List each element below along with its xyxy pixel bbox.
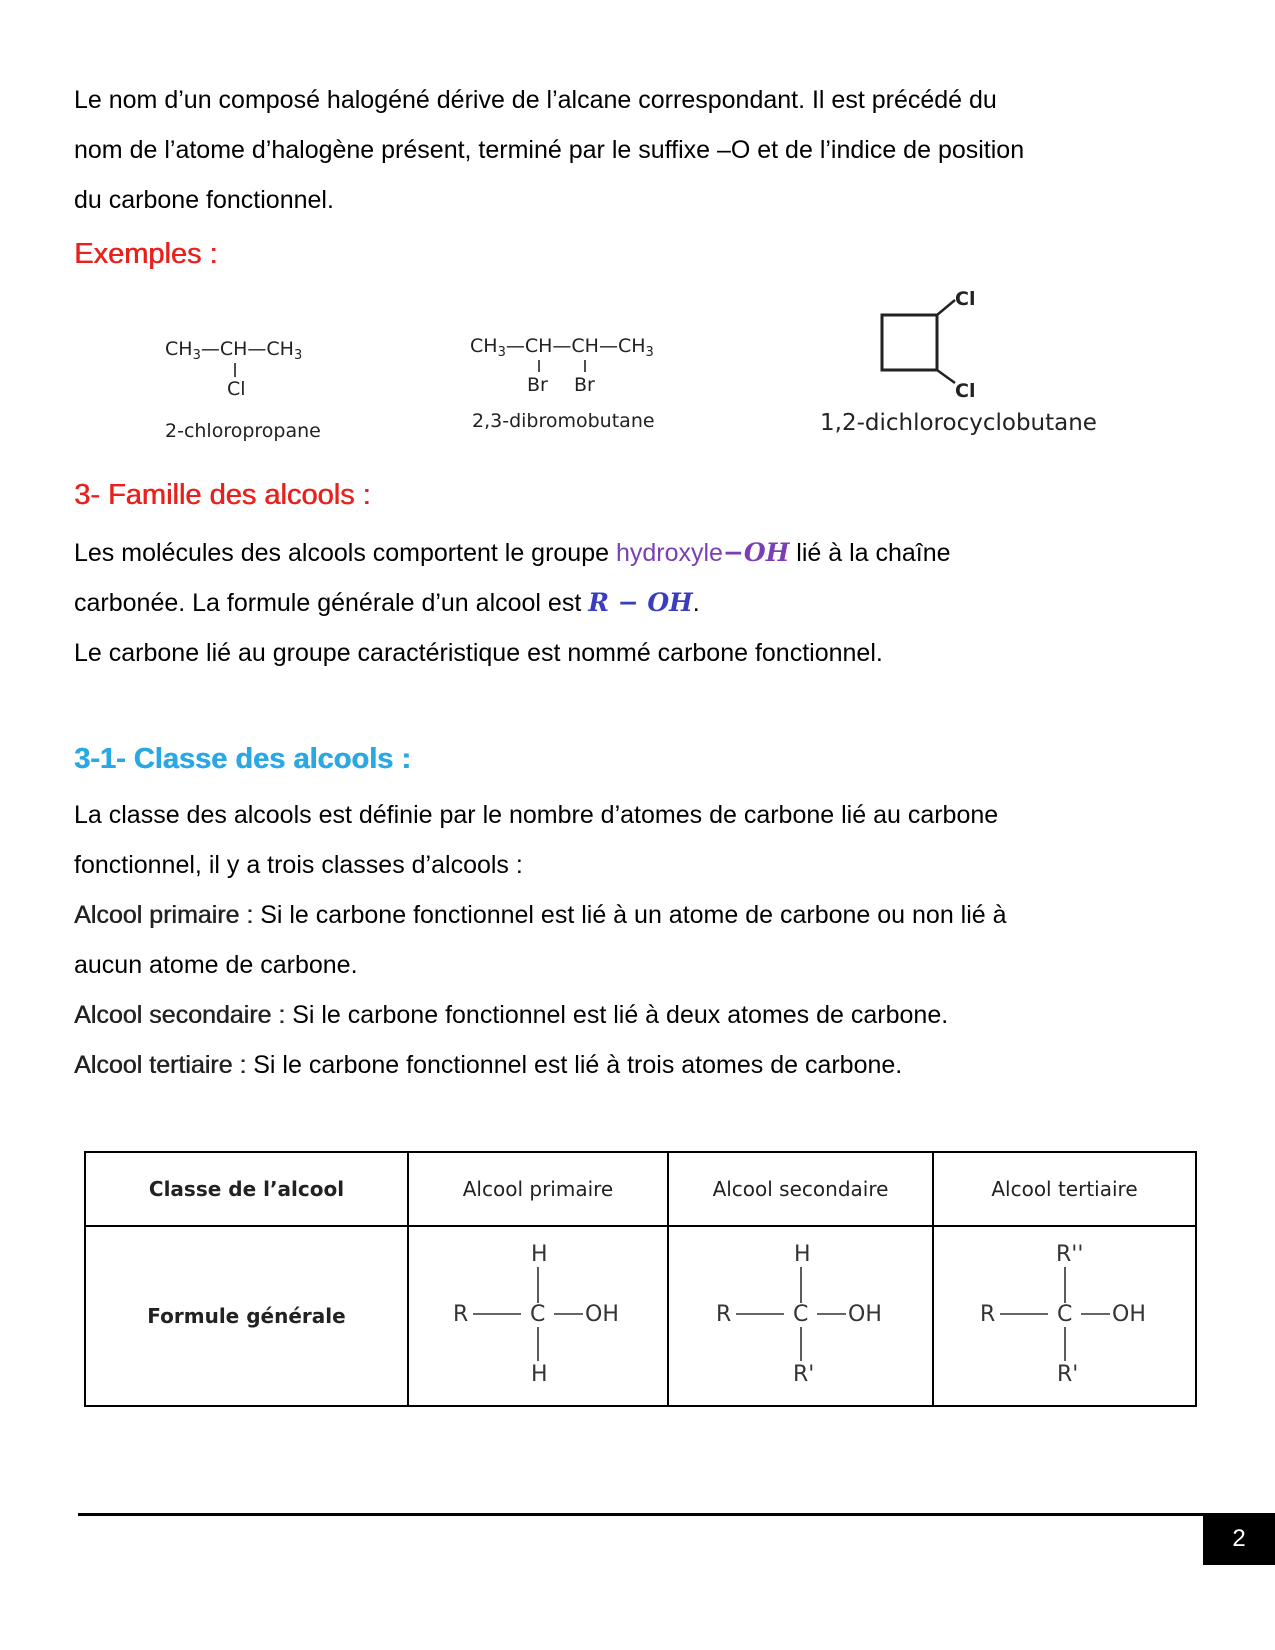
svg-text:R': R'	[1056, 1361, 1078, 1387]
example-name: 1,2-dichlorocyclobutane	[820, 410, 1097, 436]
section-3-1-line-2: fonctionnel, il y a trois classes d’alcools :	[74, 851, 523, 879]
svg-text:H: H	[793, 1241, 811, 1267]
formula-cell	[933, 1226, 1196, 1406]
svg-text:OH: OH	[847, 1301, 882, 1327]
svg-text:OH: OH	[1111, 1301, 1146, 1327]
footer-rule	[78, 1513, 1203, 1516]
header-cell: Alcool secondaire	[668, 1152, 933, 1226]
examples-heading: Exemples :	[74, 238, 218, 270]
section-3-heading: 3- Famille des alcools :	[74, 479, 371, 511]
chlorine-substituent: Cl	[955, 288, 976, 310]
svg-text:R': R'	[792, 1361, 814, 1387]
svg-text:R: R	[979, 1301, 995, 1327]
section-3-line-3: Le carbone lié au groupe caractéristique est nommé carbone fonctionnel.	[74, 639, 883, 667]
svg-text:H: H	[531, 1361, 548, 1387]
svg-text:R: R	[715, 1301, 731, 1327]
svg-text:CH3—CH—CH3: $CH_3—CH—CH_3$	[165, 338, 303, 363]
chloropropane-structure	[165, 335, 325, 410]
dibromobutane-structure	[470, 332, 670, 402]
example-name: 2,3-dibromobutane	[472, 410, 655, 432]
primary-label: Alcool primaire	[74, 901, 240, 929]
header-cell: Alcool primaire	[408, 1152, 668, 1226]
secondary-label: Alcool secondaire	[74, 1001, 272, 1029]
table-header-row	[85, 1152, 1196, 1226]
oh-formula: −𝑶𝑯	[722, 538, 790, 567]
alcohol-class-table	[84, 1151, 1197, 1407]
row-label: Formule générale	[85, 1226, 408, 1406]
primary-alcohol-formula	[453, 1239, 623, 1389]
svg-text:C: C	[1056, 1301, 1072, 1327]
table-row	[85, 1226, 1196, 1406]
dichlorocyclobutane-structure	[870, 285, 980, 405]
secondary-definition: Alcool secondaire : Si le carbone fonctionnel est lié à deux atomes de carbone.	[74, 1001, 949, 1029]
svg-text:CH3—CH—CH—CH3: $CH_3—CH—CH—CH_3$	[470, 335, 654, 360]
intro-line-1: Le nom d’un composé halogéné dérive de l’alcane correspondant. Il est précédé du	[74, 86, 997, 114]
r-oh-formula: 𝑹 − 𝑶𝑯	[588, 588, 693, 617]
header-cell: Alcool tertiaire	[933, 1152, 1196, 1226]
primary-definition-cont: aucun atome de carbone.	[74, 951, 358, 979]
chlorine-substituent: Cl	[955, 380, 976, 402]
section-3-1-line-1: La classe des alcools est définie par le nombre d’atomes de carbone lié au carbone	[74, 801, 999, 829]
chlorine-substituent: Cl	[227, 378, 246, 400]
primary-definition: Alcool primaire : Si le carbone fonctionnel est lié à un atome de carbone ou non lié à	[74, 901, 1007, 929]
tertiary-label: Alcool tertiaire	[74, 1051, 233, 1079]
bromine-substituent: Br	[527, 374, 548, 396]
tertiary-alcohol-formula	[980, 1239, 1150, 1389]
svg-text:R: R	[453, 1301, 469, 1327]
intro-line-3: du carbone fonctionnel.	[74, 186, 334, 214]
hydroxyle-term: hydroxyle	[615, 539, 723, 567]
svg-text:H: H	[531, 1241, 548, 1267]
formula-cell	[668, 1226, 933, 1406]
svg-text:C: C	[530, 1301, 546, 1327]
page-number: 2	[1203, 1513, 1275, 1565]
section-3-line-1: Les molécules des alcools comportent le groupe hydroxyle−𝑶𝑯 lié à la chaîne	[74, 538, 951, 567]
intro-line-2: nom de l’atome d’halogène présent, terminé par le suffixe –O et de l’indice de position	[74, 136, 1025, 164]
header-cell: Classe de l’alcool	[85, 1152, 408, 1226]
tertiary-definition: Alcool tertiaire : Si le carbone fonctionnel est lié à trois atomes de carbone.	[74, 1051, 903, 1079]
bromine-substituent: Br	[574, 374, 595, 396]
svg-text:C: C	[792, 1301, 808, 1327]
section-3-1-heading: 3-1- Classe des alcools :	[74, 743, 411, 775]
section-3-line-2: carbonée. La formule générale d’un alcool est 𝑹 − 𝑶𝑯.	[74, 588, 700, 617]
svg-text:OH: OH	[585, 1301, 619, 1327]
secondary-alcohol-formula	[716, 1239, 886, 1389]
svg-text:R'': R''	[1055, 1241, 1083, 1267]
example-name: 2-chloropropane	[165, 420, 321, 442]
formula-cell	[408, 1226, 668, 1406]
